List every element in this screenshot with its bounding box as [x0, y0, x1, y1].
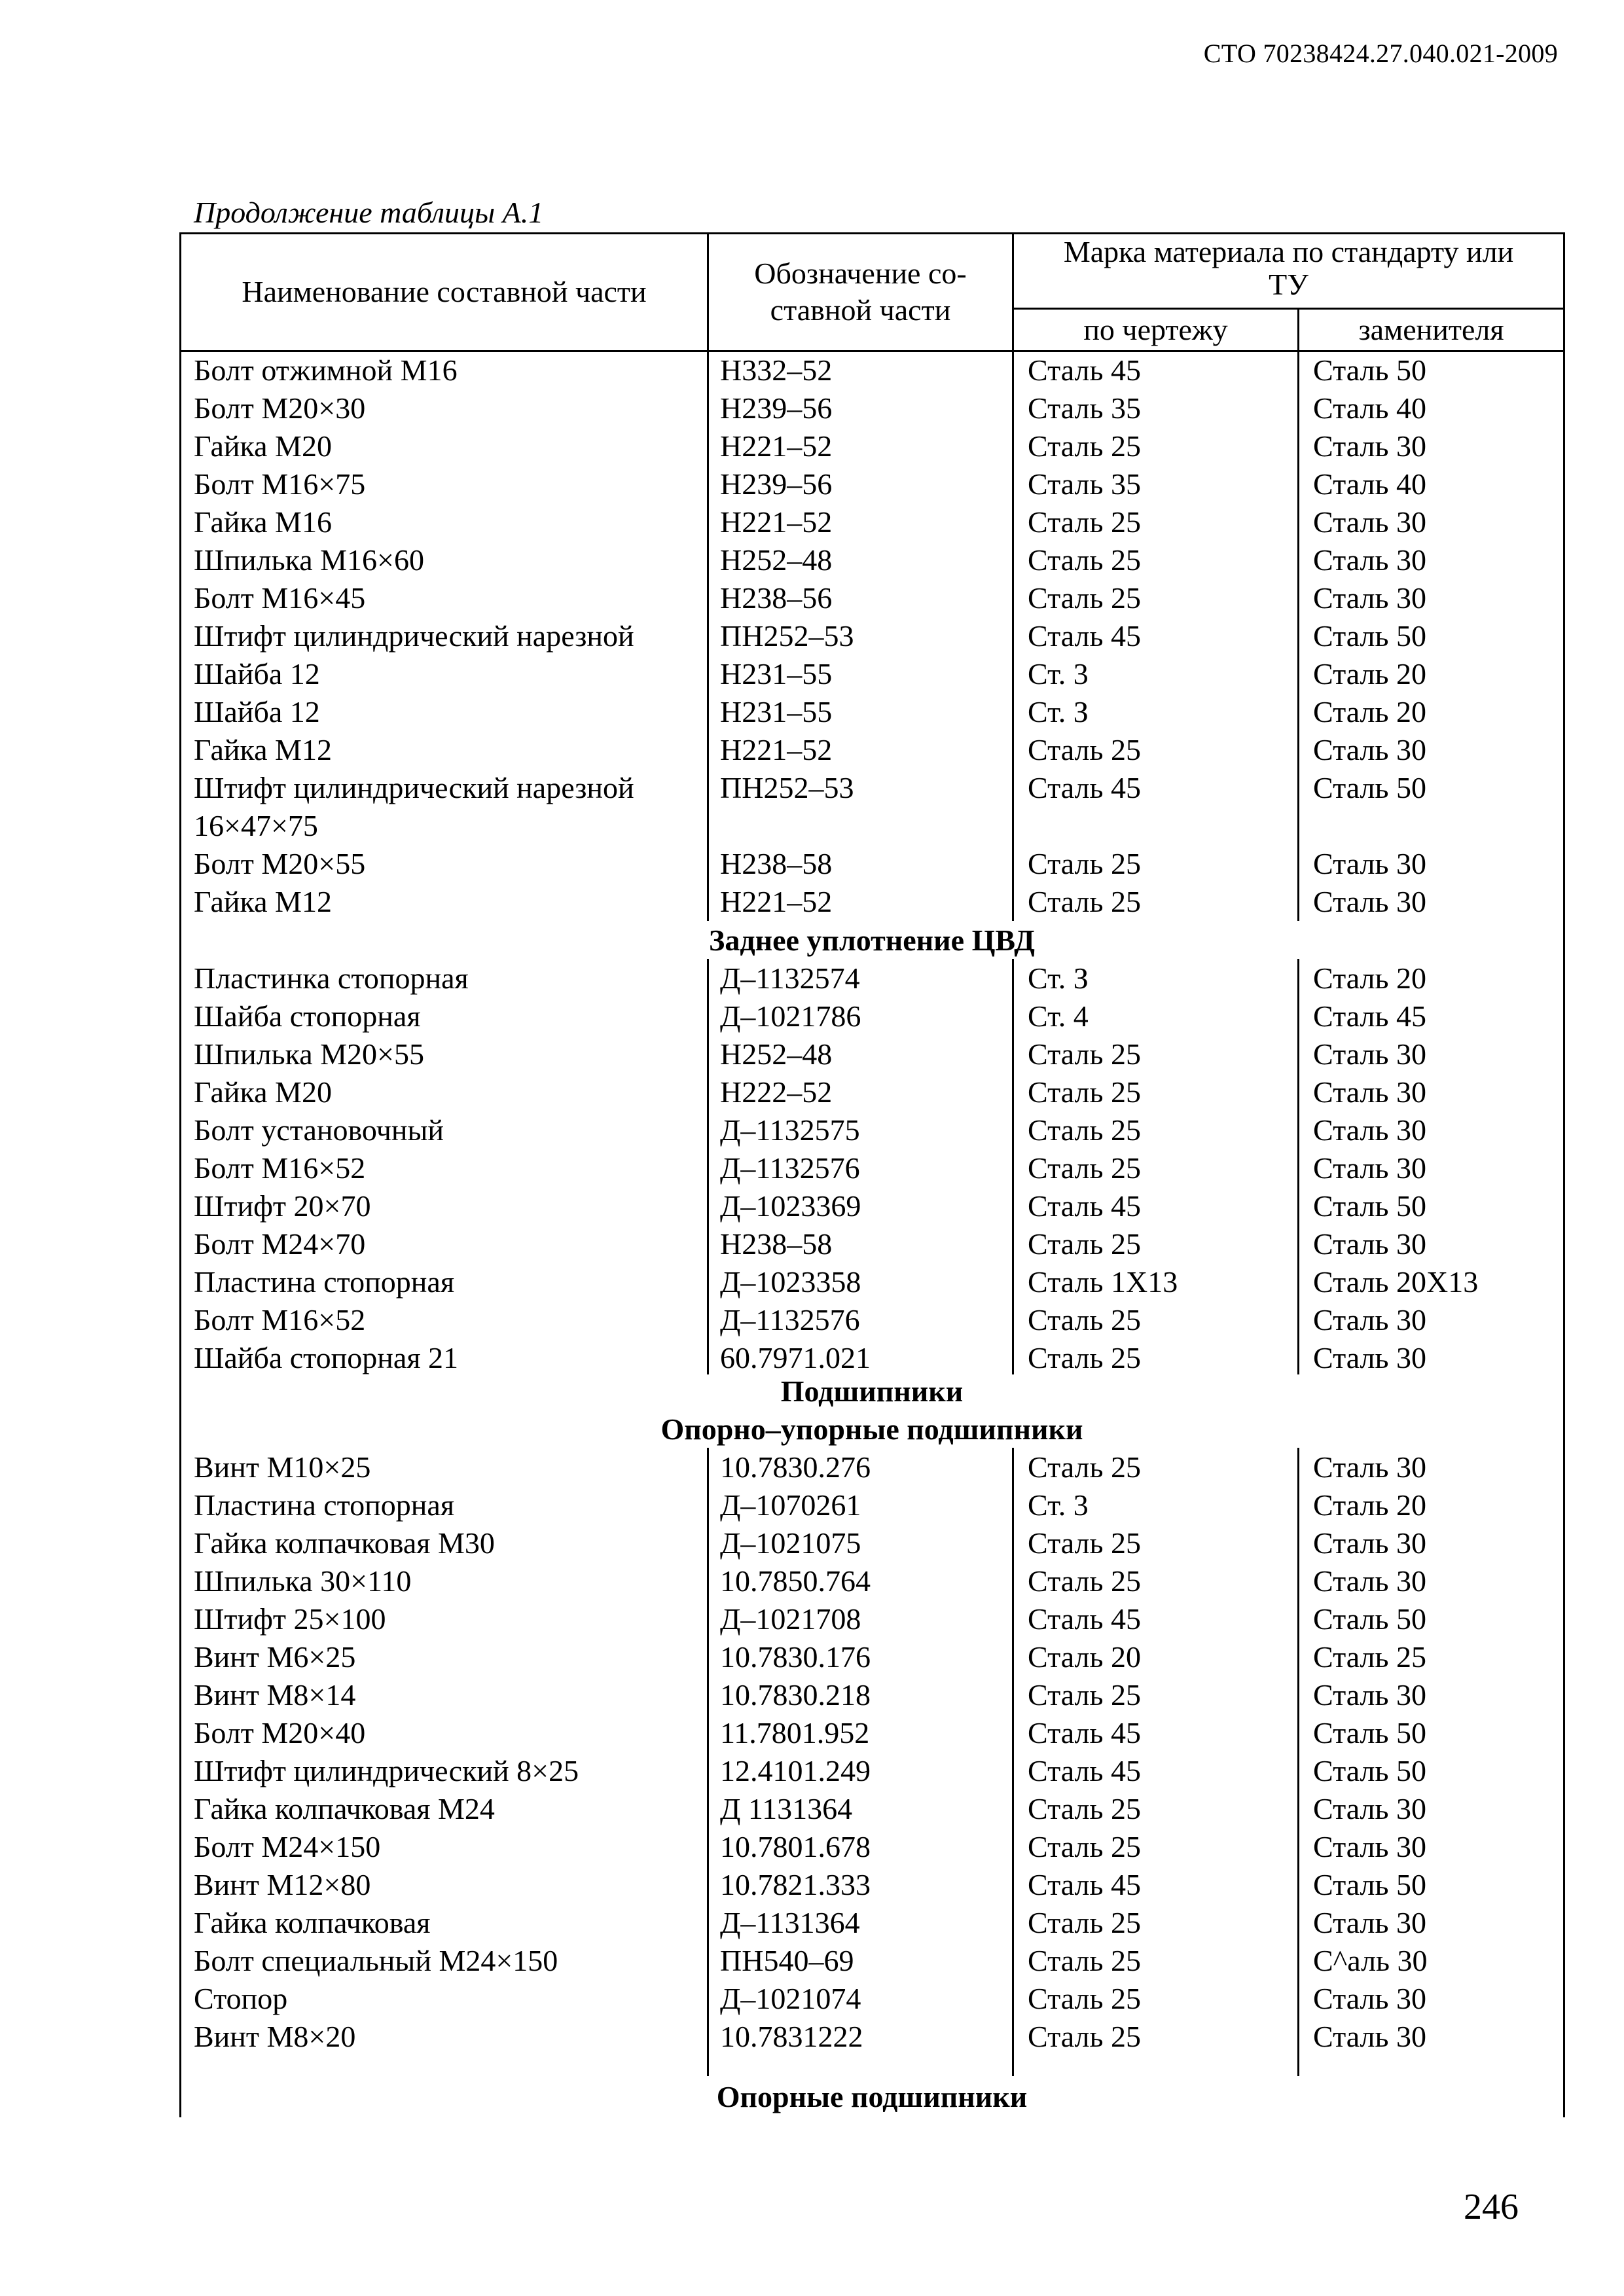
drawing-material-cell: Сталь 45: [1028, 1716, 1141, 1749]
header-material-line2: ТУ: [1269, 268, 1308, 301]
substitute-material-cell: Сталь 30: [1313, 1564, 1426, 1598]
part-code-cell: Н238–58: [720, 847, 833, 880]
substitute-material-cell: Сталь 20: [1313, 695, 1426, 728]
drawing-material-cell: Сталь 45: [1028, 1602, 1141, 1636]
substitute-material-cell: Сталь 30: [1313, 1227, 1426, 1261]
part-name-cell: Винт М8×20: [194, 2020, 356, 2053]
drawing-material-cell: Сталь 25: [1028, 1526, 1141, 1560]
part-name-cell: Штифт цилиндрический нарезной: [194, 619, 634, 653]
part-name-cell: Винт М6×25: [194, 1640, 356, 1674]
part-code-cell: 10.7831222: [720, 2020, 863, 2053]
drawing-material-cell: Сталь 25: [1028, 1450, 1141, 1484]
substitute-material-cell: Сталь 20: [1313, 961, 1426, 995]
part-name-cell: Болт специальный М24×150: [194, 1944, 558, 1977]
part-name-cell: Болт М20×40: [194, 1716, 366, 1749]
part-name-cell: Болт М24×70: [194, 1227, 366, 1261]
part-name-cell: Болт М16×52: [194, 1151, 366, 1185]
section-title-thrust-bearings: Опорно–упорные подшипники: [660, 1412, 1083, 1446]
drawing-material-cell: Сталь 45: [1028, 1754, 1141, 1787]
col-line-sub-b2: [1297, 959, 1299, 1374]
drawing-material-cell: Сталь 20: [1028, 1640, 1141, 1674]
drawing-material-cell: Ст. 3: [1028, 1488, 1089, 1522]
col-line-draw-b2: [1012, 959, 1014, 1374]
col-line-sub-b1: [1297, 351, 1299, 921]
substitute-material-cell: Сталь 30: [1313, 1526, 1426, 1560]
part-code-cell: 10.7830.218: [720, 1678, 871, 1712]
col-line-code-b3: [707, 1448, 709, 2076]
substitute-material-cell: Сталь 50: [1313, 771, 1426, 804]
part-code-cell: Д–1132576: [720, 1303, 860, 1336]
substitute-material-cell: Сталь 40: [1313, 467, 1426, 501]
part-code-cell: Н239–56: [720, 467, 833, 501]
drawing-material-cell: Сталь 25: [1028, 1678, 1141, 1712]
part-name-cell: Шайба стопорная: [194, 999, 421, 1033]
part-name-cell: Болт М16×75: [194, 467, 366, 501]
part-name-cell: Гайка М12: [194, 733, 332, 766]
document-code: СТО 70238424.27.040.021-2009: [1203, 39, 1558, 68]
section-title-bearings: Подшипники: [780, 1374, 964, 1408]
part-name-cell: 16×47×75: [194, 809, 318, 842]
drawing-material-cell: Сталь 25: [1028, 543, 1141, 577]
table-left-border: [179, 232, 181, 2117]
part-name-cell: Болт М24×150: [194, 1830, 381, 1863]
substitute-material-cell: Сталь 50: [1313, 1868, 1426, 1901]
part-name-cell: Пластинка стопорная: [194, 961, 469, 995]
section-title-rear-seal: Заднее уплотнение ЦВД: [709, 924, 1035, 957]
drawing-material-cell: Сталь 25: [1028, 1075, 1141, 1109]
drawing-material-cell: Сталь 25: [1028, 885, 1141, 918]
drawing-material-cell: Сталь 35: [1028, 467, 1141, 501]
part-code-cell: Н221–52: [720, 885, 833, 918]
part-name-cell: Гайка М16: [194, 505, 332, 539]
col-line-code-b1: [707, 351, 709, 921]
substitute-material-cell: Сталь 30: [1313, 1303, 1426, 1336]
part-name-cell: Гайка М20: [194, 429, 332, 463]
col-line-code-b2: [707, 959, 709, 1374]
part-code-cell: Н332–52: [720, 353, 833, 387]
part-code-cell: Н221–52: [720, 733, 833, 766]
part-name-cell: Болт М16×45: [194, 581, 366, 615]
drawing-material-cell: Сталь 25: [1028, 1303, 1141, 1336]
part-name-cell: Шайба 12: [194, 695, 320, 728]
header-code-line1: Обозначение со-: [754, 257, 967, 290]
substitute-material-cell: Сталь 30: [1313, 847, 1426, 880]
part-name-cell: Шпилька М20×55: [194, 1037, 424, 1071]
part-name-cell: Болт установочный: [194, 1113, 444, 1147]
part-code-cell: Д–1023358: [720, 1265, 861, 1299]
drawing-material-cell: Ст. 3: [1028, 657, 1089, 691]
part-code-cell: Д–1132575: [720, 1113, 860, 1147]
drawing-material-cell: Сталь 25: [1028, 581, 1141, 615]
header-drawing-column: по чертежу: [1083, 313, 1228, 346]
drawing-material-cell: Сталь 25: [1028, 1113, 1141, 1147]
drawing-material-cell: Сталь 45: [1028, 353, 1141, 387]
part-name-cell: Гайка М20: [194, 1075, 332, 1109]
part-code-cell: Н239–56: [720, 391, 833, 425]
drawing-material-cell: Сталь 25: [1028, 1944, 1141, 1977]
part-name-cell: Болт М20×30: [194, 391, 366, 425]
page-number: 246: [1464, 2187, 1519, 2227]
header-code-column: [709, 255, 1012, 329]
header-code-line2: ставной части: [770, 293, 951, 327]
part-code-cell: 12.4101.249: [720, 1754, 871, 1787]
part-name-cell: Штифт 20×70: [194, 1189, 371, 1223]
part-name-cell: Шайба стопорная 21: [194, 1341, 458, 1374]
part-name-cell: Штифт 25×100: [194, 1602, 386, 1636]
substitute-material-cell: С^аль 30: [1313, 1944, 1428, 1977]
part-name-cell: Штифт цилиндрический нарезной: [194, 771, 634, 804]
part-code-cell: Н238–58: [720, 1227, 833, 1261]
substitute-material-cell: Сталь 50: [1313, 1602, 1426, 1636]
part-name-cell: Болт М16×52: [194, 1303, 366, 1336]
part-name-cell: Штифт цилиндрический 8×25: [194, 1754, 579, 1787]
drawing-material-cell: Сталь 25: [1028, 1830, 1141, 1863]
drawing-material-cell: Сталь 25: [1028, 733, 1141, 766]
part-name-cell: Шпилька 30×110: [194, 1564, 412, 1598]
part-name-cell: Шпилька М16×60: [194, 543, 424, 577]
part-name-cell: Гайка колпачковая: [194, 1906, 431, 1939]
part-code-cell: 10.7850.764: [720, 1564, 871, 1598]
drawing-material-cell: Сталь 25: [1028, 1341, 1141, 1374]
header-material-line1: Марка материала по стандарту или: [1063, 235, 1514, 268]
drawing-material-cell: Сталь 45: [1028, 619, 1141, 653]
part-name-cell: Стопор: [194, 1982, 288, 2015]
substitute-material-cell: Сталь 50: [1313, 1716, 1426, 1749]
part-code-cell: ПН252–53: [720, 771, 854, 804]
part-code-cell: 10.7830.176: [720, 1640, 871, 1674]
part-code-cell: 11.7801.952: [720, 1716, 870, 1749]
part-code-cell: Н252–48: [720, 1037, 833, 1071]
substitute-material-cell: Сталь 50: [1313, 1754, 1426, 1787]
part-name-cell: Пластина стопорная: [194, 1265, 454, 1299]
substitute-material-cell: Сталь 45: [1313, 999, 1426, 1033]
part-code-cell: Д–1132576: [720, 1151, 860, 1185]
drawing-material-cell: Ст. З: [1028, 961, 1089, 995]
drawing-material-cell: Сталь 25: [1028, 1792, 1141, 1825]
part-code-cell: Н222–52: [720, 1075, 833, 1109]
part-name-cell: Шайба 12: [194, 657, 320, 691]
substitute-material-cell: Сталь 30: [1313, 429, 1426, 463]
drawing-material-cell: Сталь 25: [1028, 1227, 1141, 1261]
part-code-cell: Д–1021074: [720, 1982, 861, 2015]
substitute-material-cell: Сталь 30: [1313, 1792, 1426, 1825]
part-name-cell: Пластина стопорная: [194, 1488, 454, 1522]
substitute-material-cell: Сталь 30: [1313, 543, 1426, 577]
section-title-support-bearings: Опорные подшипники: [716, 2080, 1028, 2113]
col-line-sub-b3: [1297, 1448, 1299, 2076]
part-code-cell: Д–1021075: [720, 1526, 861, 1560]
part-name-cell: Винт М10×25: [194, 1450, 371, 1484]
drawing-material-cell: Сталь 25: [1028, 505, 1141, 539]
substitute-material-cell: Сталь 30: [1313, 1982, 1426, 2015]
drawing-material-cell: Сталь 25: [1028, 1906, 1141, 1939]
part-code-cell: ПН540–69: [720, 1944, 854, 1977]
drawing-material-cell: Сталь 25: [1028, 1564, 1141, 1598]
substitute-material-cell: Сталь 30: [1313, 2020, 1426, 2053]
part-name-cell: Винт М8×14: [194, 1678, 356, 1712]
drawing-material-cell: Сталь 25: [1028, 429, 1141, 463]
substitute-material-cell: Сталь 40: [1313, 391, 1426, 425]
substitute-material-cell: Сталь 30: [1313, 1341, 1426, 1374]
drawing-material-cell: Сталь 35: [1028, 391, 1141, 425]
header-material-divider: [1012, 308, 1565, 310]
drawing-material-cell: Сталь 25: [1028, 1151, 1141, 1185]
part-name-cell: Болт отжимной М16: [194, 353, 458, 387]
col-line-draw-b3: [1012, 1448, 1014, 2076]
part-code-cell: Д–1021708: [720, 1602, 861, 1636]
drawing-material-cell: Ст. З: [1028, 695, 1089, 728]
part-name-cell: Винт М12×80: [194, 1868, 371, 1901]
part-code-cell: Д–1132574: [720, 961, 860, 995]
header-name-column: Наименование составной части: [242, 275, 647, 308]
substitute-material-cell: Сталь 30: [1313, 1037, 1426, 1071]
drawing-material-cell: Сталь 25: [1028, 2020, 1141, 2053]
substitute-material-cell: Сталь 25: [1313, 1640, 1426, 1674]
substitute-material-cell: Сталь 20Х13: [1313, 1265, 1479, 1299]
substitute-material-cell: Сталь 30: [1313, 733, 1426, 766]
part-code-cell: Д–1021786: [720, 999, 861, 1033]
substitute-material-cell: Сталь 30: [1313, 1906, 1426, 1939]
part-code-cell: Д 1131364: [720, 1792, 853, 1825]
part-code-cell: Н252–48: [720, 543, 833, 577]
drawing-material-cell: Сталь 25: [1028, 847, 1141, 880]
drawing-material-cell: Сталь 25: [1028, 1037, 1141, 1071]
substitute-material-cell: Сталь 30: [1313, 885, 1426, 918]
drawing-material-cell: Сталь 45: [1028, 1189, 1141, 1223]
part-code-cell: 60.7971.021: [720, 1341, 871, 1374]
drawing-material-cell: Сталь 45: [1028, 1868, 1141, 1901]
part-code-cell: Н221–52: [720, 505, 833, 539]
header-material-column: [1014, 234, 1563, 303]
drawing-material-cell: Ст. 4: [1028, 999, 1089, 1033]
drawing-material-cell: Сталь 25: [1028, 1982, 1141, 2015]
substitute-material-cell: Сталь 50: [1313, 1189, 1426, 1223]
part-code-cell: Д–1023369: [720, 1189, 861, 1223]
part-name-cell: Гайка М12: [194, 885, 332, 918]
part-name-cell: Гайка колпачковая М24: [194, 1792, 495, 1825]
substitute-material-cell: Сталь 20: [1313, 657, 1426, 691]
part-code-cell: Д–1131364: [720, 1906, 860, 1939]
col-line-draw-b1: [1012, 351, 1014, 921]
substitute-material-cell: Сталь 50: [1313, 619, 1426, 653]
substitute-material-cell: Сталь 30: [1313, 581, 1426, 615]
substitute-material-cell: Сталь 30: [1313, 1151, 1426, 1185]
part-code-cell: Н221–52: [720, 429, 833, 463]
part-code-cell: 10.7830.276: [720, 1450, 871, 1484]
substitute-material-cell: Сталь 30: [1313, 1678, 1426, 1712]
substitute-material-cell: Сталь 20: [1313, 1488, 1426, 1522]
substitute-material-cell: Сталь 50: [1313, 353, 1426, 387]
substitute-material-cell: Сталь 30: [1313, 1830, 1426, 1863]
part-code-cell: Н231–55: [720, 657, 833, 691]
drawing-material-cell: Сталь 1Х13: [1028, 1265, 1178, 1299]
substitute-material-cell: Сталь 30: [1313, 1113, 1426, 1147]
header-substitute-column: заменителя: [1358, 313, 1504, 346]
table-right-border: [1563, 232, 1565, 2117]
part-code-cell: Д–1070261: [720, 1488, 861, 1522]
part-name-cell: Болт М20×55: [194, 847, 366, 880]
part-code-cell: ПН252–53: [720, 619, 854, 653]
drawing-material-cell: Сталь 45: [1028, 771, 1141, 804]
part-code-cell: Н238–56: [720, 581, 833, 615]
part-code-cell: 10.7801.678: [720, 1830, 871, 1863]
substitute-material-cell: Сталь 30: [1313, 505, 1426, 539]
substitute-material-cell: Сталь 30: [1313, 1075, 1426, 1109]
part-name-cell: Гайка колпачковая М30: [194, 1526, 495, 1560]
part-code-cell: Н231–55: [720, 695, 833, 728]
substitute-material-cell: Сталь 30: [1313, 1450, 1426, 1484]
table-caption: Продолжение таблицы А.1: [194, 196, 544, 229]
part-code-cell: 10.7821.333: [720, 1868, 871, 1901]
